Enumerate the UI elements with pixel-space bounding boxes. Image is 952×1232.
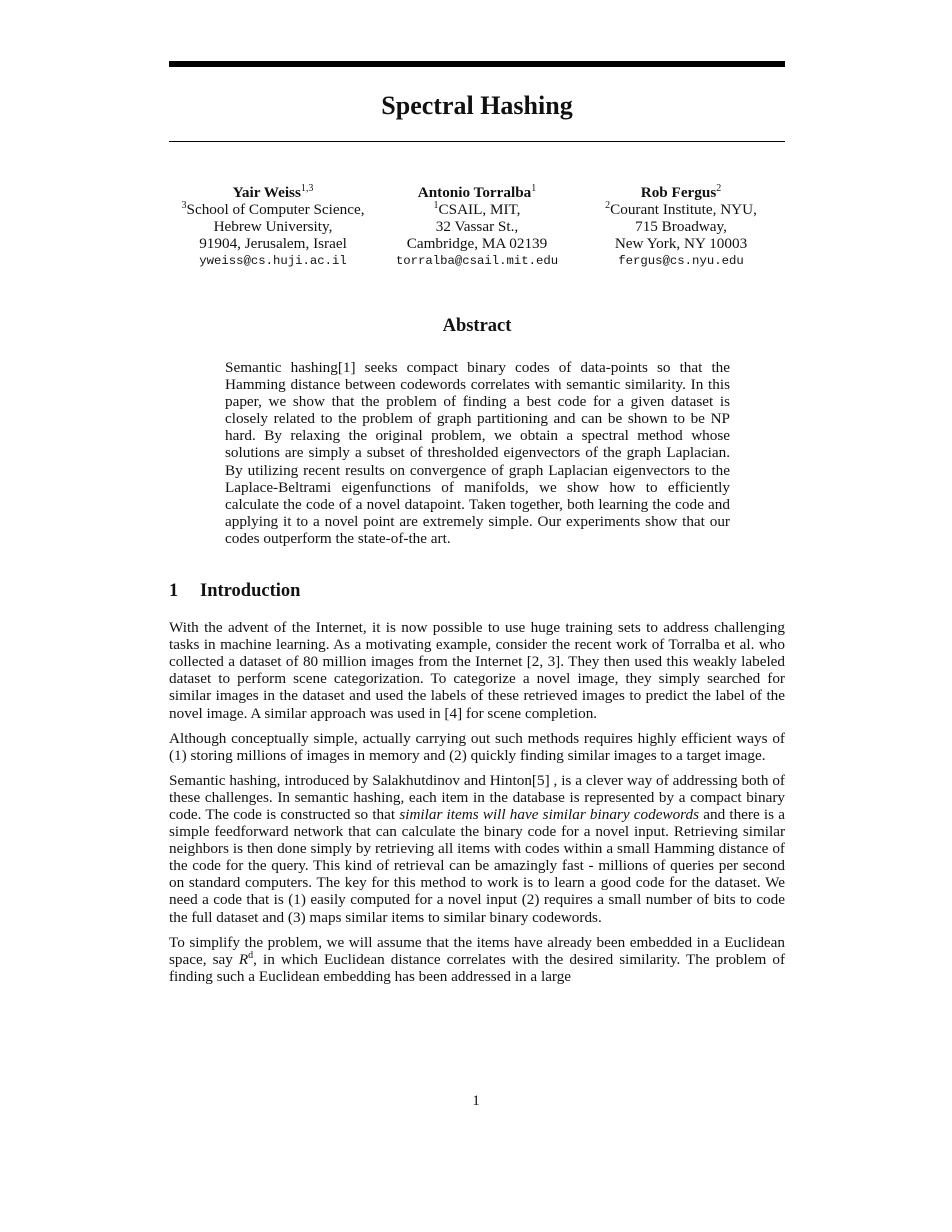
author-torralba [375, 184, 579, 270]
paragraph-text: To simplify the problem, we will assume that the items have already been embedded in a Euclidean space, say [169, 933, 785, 968]
paragraph: With the advent of the Internet, it is now possible to use huge training sets to address challenging tasks in machine learning. As a motivating example, consider the recent work of Torralba et al. who collected a dataset of 80 million images from the Internet [2, 3]. They then used this weakly labeled dataset to perform scene categorization. To categorize a novel image, they simply searched for similar images in the dataset and used the labels of these retrieved images to predict the label of the novel image. A similar approach was used in [4] for scene completion. [169, 619, 785, 722]
paragraph-text: and there is a simple feedforward network that can calculate the binary code for a novel input. Retrieving similar neighbors is then done simply by retrieving all items with codes within a small Hamming distance of the code for the query. This kind of retrieval can be amazingly fast - millions of queries per second on standard computers. The key for this method to work is to learn a good code for the dataset. We need a code that is (1) easily computed for a novel input (2) requires a small number of bits to code the full dataset and (3) maps similar items to similar binary codewords. [169, 805, 785, 926]
author-name: Antonio Torralba [417, 184, 532, 201]
address-line: Cambridge, MA 02139 [406, 235, 548, 252]
address-line: Hebrew University, [213, 218, 333, 235]
affiliation-superscript: 1 [433, 199, 439, 211]
abstract-text: Semantic hashing[1] seeks compact binary codes of data-points so that the Hamming distance between codewords correlates with semantic similarity. In this paper, we show that the problem of finding a best code for a given dataset is closely related to the problem of graph partitioning and can be shown to be NP hard. By relaxing the original problem, we obtain a spectral method whose solutions are simply a subset of thresholded eigenvectors of the graph Laplacian. By utilizing recent results on convergence of graph Laplacian eigenvectors to the Laplace-Beltrami eigenfunctions of manifolds, we show how to efficiently calculate the code of a novel datapoint. Taken together, both learning the code and applying it to a novel point are extremely simple. Our experiments show that our codes outperform the state-of-the art. [225, 359, 730, 547]
address-line: 715 Broadway, [635, 218, 727, 235]
author-superscript: 1,3 [300, 182, 314, 194]
affiliation: CSAIL, MIT, [438, 201, 521, 218]
author-email: torralba@csail.mit.edu [395, 254, 559, 268]
paper-title: Spectral Hashing [381, 91, 573, 120]
author-fergus [579, 184, 783, 270]
author-email: yweiss@cs.huji.ac.il [199, 254, 347, 268]
paragraph [169, 772, 785, 926]
affiliation-superscript: 3 [181, 199, 187, 211]
author-email: fergus@cs.nyu.edu [618, 254, 744, 268]
author-name: Rob Fergus [640, 184, 717, 201]
author-name: Yair Weiss [232, 184, 301, 201]
paragraph: Although conceptually simple, actually carrying out such methods requires highly efficient ways of (1) storing millions of images in memory and (2) quickly finding similar images to a target image. [169, 729, 785, 764]
paragraph-text: , in which Euclidean distance correlates with the desired similarity. The problem of finding such a Euclidean embedding has been addressed in a large [169, 950, 785, 985]
author-superscript: 2 [716, 182, 722, 194]
math-variable: R [238, 950, 249, 968]
section-body [169, 619, 785, 985]
emphasized-text: similar items will have similar binary codewords [399, 805, 700, 823]
address-line: New York, NY 10003 [614, 235, 748, 252]
affiliation: Courant Institute, NYU, [610, 201, 757, 218]
author-block [169, 184, 785, 270]
paragraph-text: Semantic hashing, introduced by Salakhutdinov and Hinton[5] , is a clever way of addressing both of these challenges. In semantic hashing, each item in the database is represented by a compact binary code. The code is constructed so that [169, 771, 785, 823]
section-number: 1 [169, 581, 179, 602]
section-title: Introduction [200, 581, 301, 602]
affiliation-superscript: 2 [605, 199, 611, 211]
author-weiss [171, 184, 375, 270]
paper-page [169, 61, 785, 993]
author-superscript: 1 [531, 182, 537, 194]
math-superscript: d [248, 949, 254, 961]
paragraph [169, 934, 785, 985]
affiliation: School of Computer Science, [186, 201, 365, 218]
title-rule-bottom [169, 141, 785, 142]
page-number: 1 [472, 1092, 480, 1109]
abstract-heading: Abstract [442, 316, 512, 336]
address-line: 32 Vassar St., [435, 218, 519, 235]
title-rule-top [169, 61, 785, 67]
address-line: 91904, Jerusalem, Israel [199, 235, 347, 252]
section-heading [169, 580, 785, 602]
